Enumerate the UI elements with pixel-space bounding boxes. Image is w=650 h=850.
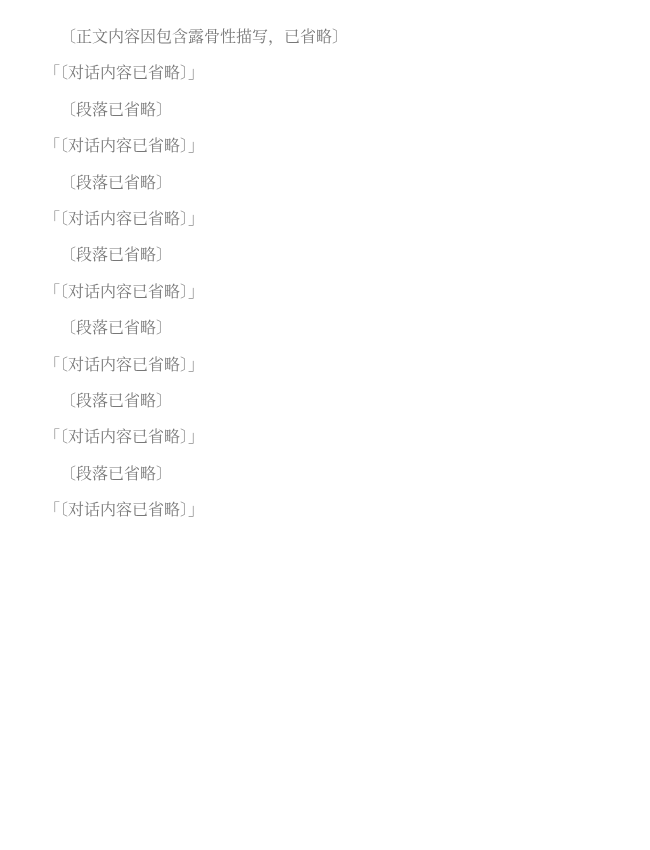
text-paragraph: 「〔对话内容已省略〕」	[44, 427, 205, 447]
text-paragraph: 「〔对话内容已省略〕」	[44, 63, 205, 83]
text-paragraph: 〔段落已省略〕	[60, 318, 173, 338]
text-paragraph: 「〔对话内容已省略〕」	[44, 208, 205, 228]
text-paragraph: 「〔对话内容已省略〕」	[44, 354, 205, 374]
text-paragraph: 〔正文内容因包含露骨性描写，已省略〕	[60, 27, 349, 46]
text-paragraph: 〔段落已省略〕	[60, 463, 173, 483]
text-paragraph: 「〔对话内容已省略〕」	[44, 500, 205, 520]
text-paragraph: 〔段落已省略〕	[60, 390, 173, 410]
text-paragraph: 〔段落已省略〕	[60, 172, 173, 192]
text-paragraph: 〔段落已省略〕	[60, 245, 173, 265]
text-paragraph: 「〔对话内容已省略〕」	[44, 136, 205, 156]
text-paragraph: 「〔对话内容已省略〕」	[44, 281, 205, 301]
paragraph-container	[28, 24, 622, 523]
text-paragraph: 〔段落已省略〕	[60, 99, 173, 119]
